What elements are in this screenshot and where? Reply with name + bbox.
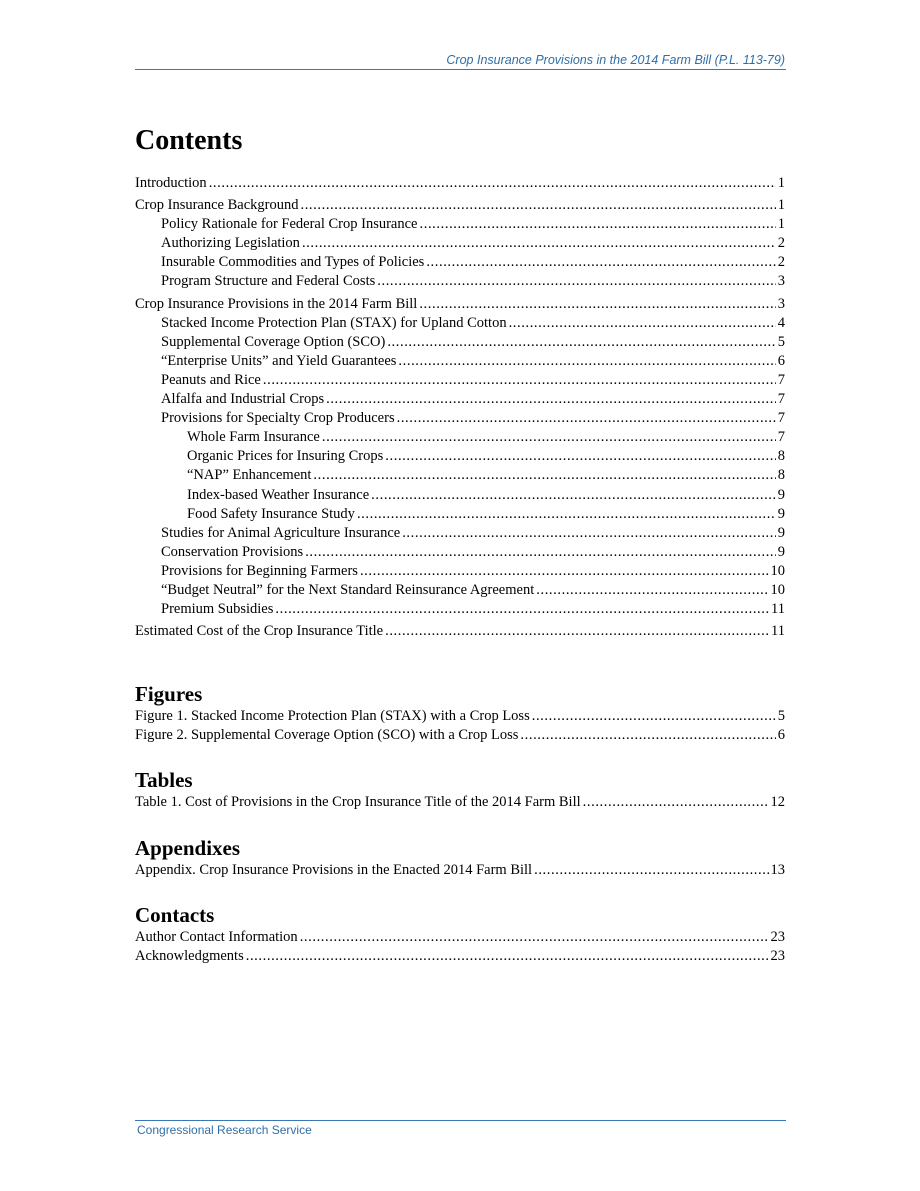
contents-list bbox=[135, 174, 785, 641]
toc-entry[interactable] bbox=[135, 466, 785, 485]
dot-leader bbox=[300, 196, 775, 215]
toc-entry-title: Alfalfa and Industrial Crops bbox=[161, 391, 325, 408]
toc-entry[interactable] bbox=[135, 861, 785, 880]
toc-entry-page: 1 bbox=[777, 216, 785, 233]
header-rule bbox=[135, 69, 786, 70]
dot-leader bbox=[305, 543, 776, 562]
toc-entry-title: Estimated Cost of the Crop Insurance Title bbox=[135, 623, 384, 640]
toc-entry-page: 6 bbox=[777, 727, 785, 744]
toc-entry[interactable] bbox=[135, 928, 785, 947]
dot-leader bbox=[387, 333, 775, 352]
toc-entry-title: Table 1. Cost of Provisions in the Crop Insurance Title of the 2014 Farm Bill bbox=[135, 794, 581, 811]
toc-entry-page: 6 bbox=[777, 352, 785, 369]
toc-entry-title: Acknowledgments bbox=[135, 947, 244, 964]
toc-entry-page: 10 bbox=[770, 581, 785, 598]
contacts-list bbox=[135, 928, 785, 966]
toc-entry-page: 9 bbox=[777, 505, 785, 522]
toc-entry-title: Authorizing Legislation bbox=[161, 235, 300, 252]
spacer bbox=[135, 880, 785, 902]
contents-heading: Contents bbox=[135, 125, 243, 156]
toc-entry-title: Supplemental Coverage Option (SCO) bbox=[161, 333, 386, 350]
toc-entry-title: “NAP” Enhancement bbox=[187, 467, 312, 484]
toc-entry-page: 23 bbox=[770, 928, 785, 945]
toc-entry-page: 9 bbox=[777, 486, 785, 503]
toc-entry-page: 7 bbox=[777, 410, 785, 427]
dot-leader bbox=[209, 174, 776, 193]
dot-leader bbox=[536, 581, 768, 600]
dot-leader bbox=[263, 371, 776, 390]
dot-leader bbox=[509, 314, 776, 333]
dot-leader bbox=[534, 861, 768, 880]
toc-entry-page: 7 bbox=[777, 391, 785, 408]
footer-rule bbox=[135, 1120, 786, 1121]
dot-leader bbox=[426, 253, 775, 272]
toc-entry-title: Appendix. Crop Insurance Provisions in the Enacted 2014 Farm Bill bbox=[135, 861, 533, 878]
toc-entry[interactable] bbox=[135, 543, 785, 562]
toc-entry-page: 7 bbox=[777, 429, 785, 446]
toc-entry-page: 23 bbox=[770, 947, 785, 964]
toc-entry[interactable] bbox=[135, 600, 785, 619]
toc-entry[interactable] bbox=[135, 409, 785, 428]
toc-entry-page: 3 bbox=[777, 295, 785, 312]
figures-heading: Figures bbox=[135, 682, 203, 707]
toc-entry[interactable] bbox=[135, 793, 785, 812]
running-header: Crop Insurance Provisions in the 2014 Farm Bill (P.L. 113-79) bbox=[446, 53, 785, 67]
dot-leader bbox=[420, 215, 776, 234]
toc-entry[interactable] bbox=[135, 505, 785, 524]
toc-entry-page: 5 bbox=[777, 333, 785, 350]
toc-entry[interactable] bbox=[135, 295, 785, 314]
toc-entry[interactable] bbox=[135, 581, 785, 600]
dot-leader bbox=[402, 524, 776, 543]
dot-leader bbox=[302, 234, 776, 253]
dot-leader bbox=[313, 466, 775, 485]
toc-entry-page: 7 bbox=[777, 371, 785, 388]
toc-entry-title: Crop Insurance Provisions in the 2014 Farm Bill bbox=[135, 295, 418, 312]
toc-entry-page: 9 bbox=[777, 524, 785, 541]
toc-entry-title: “Enterprise Units” and Yield Guarantees bbox=[161, 352, 397, 369]
toc-entry-title: Peanuts and Rice bbox=[161, 371, 261, 388]
dot-leader bbox=[377, 272, 776, 291]
dot-leader bbox=[520, 726, 775, 745]
toc-entry-title: Introduction bbox=[135, 175, 207, 191]
dot-leader bbox=[385, 447, 775, 466]
toc-entry-page: 3 bbox=[777, 273, 785, 290]
spacer bbox=[135, 641, 785, 681]
toc-entry[interactable] bbox=[135, 524, 785, 543]
dot-leader bbox=[385, 622, 769, 641]
toc-entry-page: 12 bbox=[770, 794, 785, 811]
appendixes-list bbox=[135, 861, 785, 880]
toc-entry-page: 8 bbox=[777, 467, 785, 484]
toc-entry[interactable] bbox=[135, 428, 785, 447]
contacts-heading: Contacts bbox=[135, 902, 215, 927]
toc-entry[interactable] bbox=[135, 196, 785, 215]
toc-entry-page: 11 bbox=[771, 623, 785, 640]
toc-entry[interactable] bbox=[135, 622, 785, 641]
toc-entry-title: Food Safety Insurance Study bbox=[187, 505, 355, 522]
spacer bbox=[135, 813, 785, 835]
toc-entry[interactable] bbox=[135, 707, 785, 726]
tables-list bbox=[135, 793, 785, 812]
toc-entry-page: 10 bbox=[770, 562, 785, 579]
dot-leader bbox=[360, 562, 769, 581]
dot-leader bbox=[398, 352, 775, 371]
dot-leader bbox=[326, 390, 776, 409]
toc-entry-title: Studies for Animal Agriculture Insurance bbox=[161, 524, 401, 541]
toc-entry-title: Conservation Provisions bbox=[161, 543, 304, 560]
dot-leader bbox=[322, 428, 776, 447]
dot-leader bbox=[246, 947, 769, 966]
dot-leader bbox=[300, 928, 769, 947]
toc-entry[interactable] bbox=[135, 562, 785, 581]
toc-entry-title: Whole Farm Insurance bbox=[187, 429, 320, 446]
toc-entry-title: Program Structure and Federal Costs bbox=[161, 273, 376, 290]
toc-entry[interactable] bbox=[135, 314, 785, 333]
toc-entry-page: 1 bbox=[777, 175, 785, 191]
toc-entry-title: Premium Subsidies bbox=[161, 601, 274, 618]
toc-entry[interactable] bbox=[135, 947, 785, 966]
toc-entry-title: “Budget Neutral” for the Next Standard Reinsurance Agreement bbox=[161, 581, 535, 598]
toc-entry[interactable] bbox=[135, 390, 785, 409]
appendixes-heading: Appendixes bbox=[135, 835, 241, 860]
toc-entry-page: 8 bbox=[777, 448, 785, 465]
toc-entry[interactable] bbox=[135, 486, 785, 505]
dot-leader bbox=[532, 707, 776, 726]
dot-leader bbox=[275, 600, 769, 619]
tables-heading: Tables bbox=[135, 768, 193, 793]
toc-entry[interactable] bbox=[135, 234, 785, 253]
toc-entry-page: 11 bbox=[771, 601, 785, 618]
toc-entry-title: Figure 1. Stacked Income Protection Plan (STAX) with a Crop Loss bbox=[135, 708, 530, 725]
figures-list bbox=[135, 707, 785, 745]
spacer bbox=[135, 745, 785, 767]
toc-entry[interactable] bbox=[135, 215, 785, 234]
toc-entry[interactable] bbox=[135, 272, 785, 291]
toc-entry-title: Insurable Commodities and Types of Policies bbox=[161, 254, 425, 271]
dot-leader bbox=[371, 486, 776, 505]
toc-entry[interactable] bbox=[135, 352, 785, 371]
toc-entry-title: Provisions for Beginning Farmers bbox=[161, 562, 358, 579]
dot-leader bbox=[419, 295, 775, 314]
dot-leader bbox=[583, 793, 769, 812]
toc-entry[interactable] bbox=[135, 447, 785, 466]
toc-entry-title: Index-based Weather Insurance bbox=[187, 486, 370, 503]
toc-entry-page: 2 bbox=[777, 254, 785, 271]
toc-entry[interactable] bbox=[135, 726, 785, 745]
toc-entry-title: Figure 2. Supplemental Coverage Option (SCO) with a Crop Loss bbox=[135, 727, 519, 744]
table-of-contents bbox=[135, 123, 785, 966]
dot-leader bbox=[397, 409, 776, 428]
toc-entry-title: Author Contact Information bbox=[135, 928, 298, 945]
toc-entry-page: 1 bbox=[777, 197, 785, 214]
toc-entry[interactable] bbox=[135, 174, 785, 193]
toc-entry-title: Crop Insurance Background bbox=[135, 197, 299, 214]
toc-entry-title: Stacked Income Protection Plan (STAX) for Upland Cotton bbox=[161, 314, 507, 331]
toc-entry-page: 13 bbox=[770, 861, 785, 878]
toc-entry-page: 9 bbox=[777, 543, 785, 560]
toc-entry-title: Organic Prices for Insuring Crops bbox=[187, 448, 384, 465]
dot-leader bbox=[357, 505, 776, 524]
toc-entry-page: 2 bbox=[777, 235, 785, 252]
toc-entry-page: 5 bbox=[777, 708, 785, 725]
toc-entry-page: 4 bbox=[777, 314, 785, 331]
toc-entry-title: Policy Rationale for Federal Crop Insurance bbox=[161, 216, 418, 233]
toc-entry[interactable] bbox=[135, 333, 785, 352]
footer-organization: Congressional Research Service bbox=[137, 1123, 312, 1137]
toc-entry[interactable] bbox=[135, 253, 785, 272]
toc-entry-title: Provisions for Specialty Crop Producers bbox=[161, 410, 395, 427]
toc-entry[interactable] bbox=[135, 371, 785, 390]
